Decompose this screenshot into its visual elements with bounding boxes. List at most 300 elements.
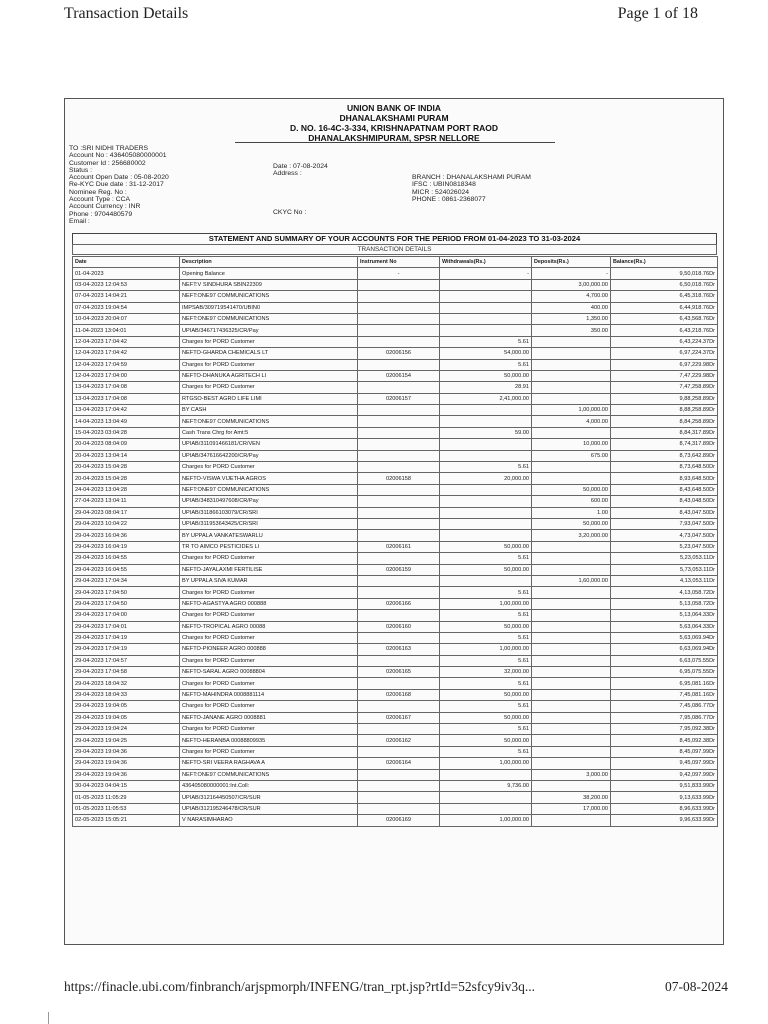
table-row (73, 758, 718, 769)
cell-withdrawal: - (440, 268, 532, 279)
cell-withdrawal: 59.00 (440, 427, 532, 438)
cell-withdrawal: 50,000.00 (440, 712, 532, 723)
customer-id: Customer Id : 256680002 (69, 159, 146, 167)
cell-date: 20-04-2023 13:04:14 (73, 450, 180, 461)
cell-withdrawal (440, 279, 532, 290)
table-row (73, 496, 718, 507)
cell-withdrawal (440, 291, 532, 302)
cell-withdrawal: 5.61 (440, 701, 532, 712)
cell-balance: 6,43,568.76Dr (611, 313, 718, 324)
cell-instrument (358, 746, 440, 757)
cell-deposit: 10,000.00 (532, 439, 611, 450)
cell-withdrawal: 5.61 (440, 359, 532, 370)
cell-date: 29-04-2023 08:04:17 (73, 507, 180, 518)
scan-artifact (48, 1012, 49, 1024)
cell-instrument (358, 416, 440, 427)
table-row (73, 416, 718, 427)
cell-description: NEFT:ONE97 COMMUNICATIONS (180, 291, 358, 302)
cell-description: BY CASH (180, 405, 358, 416)
footer-date: 07-08-2024 (665, 979, 728, 994)
cell-balance: 6,44,918.76Dr (611, 302, 718, 313)
cell-description: TR TO AIMCO PESTICIDES LI (180, 541, 358, 552)
cell-date: 02-05-2023 15:05:21 (73, 815, 180, 826)
table-row (73, 541, 718, 552)
footer-url: https://finacle.ubi.com/finbranch/arjspmorph/INFENG/tran_rpt.jsp?rtId=52sfcy9iv3q... (64, 979, 536, 994)
cell-deposit (532, 632, 611, 643)
cell-description: IMPSAB/309719541470/UBIN0 (180, 302, 358, 313)
table-row (73, 769, 718, 780)
cell-instrument (358, 530, 440, 541)
cell-date: 29-04-2023 17:04:57 (73, 655, 180, 666)
cell-deposit (532, 780, 611, 791)
cell-description: NEFTO-JAYALAXMI FERTILISE (180, 564, 358, 575)
table-row (73, 359, 718, 370)
cell-balance: 5,23,047.50Dr (611, 541, 718, 552)
cell-instrument: 02006158 (358, 473, 440, 484)
cell-description: UPIAB/347616642200/CR/Pay (180, 450, 358, 461)
cell-balance: 7,47,229.98Dr (611, 370, 718, 381)
cell-balance: 9,13,633.99Dr (611, 792, 718, 803)
column-header-deposits: Deposits(Rs.) (532, 257, 611, 268)
cell-instrument (358, 325, 440, 336)
cell-withdrawal: 5.61 (440, 632, 532, 643)
cell-deposit: - (532, 268, 611, 279)
cell-deposit (532, 370, 611, 381)
cell-instrument: 02006156 (358, 348, 440, 359)
cell-instrument (358, 336, 440, 347)
cell-deposit (532, 610, 611, 621)
cell-balance: 4,73,047.50Dr (611, 530, 718, 541)
account-to: TO :SRI NIDHI TRADERS (69, 145, 149, 152)
cell-withdrawal: 5.61 (440, 724, 532, 735)
cell-description: UPIAB/348310497608/CR/Pay (180, 496, 358, 507)
cell-withdrawal: 1,00,000.00 (440, 815, 532, 826)
branch-details (412, 174, 531, 203)
table-row (73, 689, 718, 700)
table-row (73, 746, 718, 757)
cell-description: NEFT:ONE97 COMMUNICATIONS (180, 484, 358, 495)
branch-name: BRANCH : DHANALAKSHAMI PURAM (412, 174, 531, 181)
cell-balance: 6,95,075.55Dr (611, 667, 718, 678)
cell-deposit (532, 427, 611, 438)
cell-balance: 9,42,097.99Dr (611, 769, 718, 780)
cell-date: 15-04-2023 03:04:28 (73, 427, 180, 438)
nominee-reg-no: Nominee Reg. No : (69, 188, 127, 196)
cell-date: 20-04-2023 08:04:09 (73, 439, 180, 450)
cell-deposit: 400.00 (532, 302, 611, 313)
cell-instrument: 02006154 (358, 370, 440, 381)
table-row (73, 507, 718, 518)
cell-deposit (532, 553, 611, 564)
cell-description: Charges for PORD Customer (180, 587, 358, 598)
column-header-date: Date (73, 257, 180, 268)
cell-deposit: 1,00,000.00 (532, 405, 611, 416)
branch-ifsc: IFSC : UBIN0818348 (412, 181, 476, 189)
cell-description: NEFTO-PIONEER AGRO 000888 (180, 644, 358, 655)
table-row (73, 632, 718, 643)
cell-instrument: - (358, 268, 440, 279)
cell-instrument: 02006165 (358, 667, 440, 678)
cell-withdrawal (440, 313, 532, 324)
account-currency: Account Currency : INR (69, 203, 141, 211)
table-row (73, 348, 718, 359)
cell-instrument (358, 575, 440, 586)
cell-description: UPIAB/311091466181/CR/VEN (180, 439, 358, 450)
cell-withdrawal (440, 416, 532, 427)
cell-instrument (358, 382, 440, 393)
cell-balance: 9,96,633.99Dr (611, 815, 718, 826)
table-row (73, 575, 718, 586)
cell-description: Charges for PORD Customer (180, 655, 358, 666)
cell-withdrawal (440, 769, 532, 780)
cell-instrument (358, 518, 440, 529)
cell-withdrawal: 9,736.00 (440, 780, 532, 791)
cell-withdrawal (440, 530, 532, 541)
cell-instrument (358, 792, 440, 803)
table-row (73, 325, 718, 336)
table-row (73, 564, 718, 575)
cell-date: 29-04-2023 18:04:33 (73, 689, 180, 700)
cell-withdrawal (440, 803, 532, 814)
table-row (73, 678, 718, 689)
table-row (73, 427, 718, 438)
cell-withdrawal: 50,000.00 (440, 564, 532, 575)
cell-deposit: 17,000.00 (532, 803, 611, 814)
cell-date: 29-04-2023 16:04:55 (73, 553, 180, 564)
bank-header (65, 103, 723, 143)
cell-deposit (532, 382, 611, 393)
cell-instrument (358, 553, 440, 564)
cell-withdrawal: 5.61 (440, 462, 532, 473)
cell-balance: 8,43,048.50Dr (611, 496, 718, 507)
cell-deposit (532, 644, 611, 655)
cell-date: 29-04-2023 17:04:34 (73, 575, 180, 586)
table-header-row (73, 257, 718, 268)
table-row (73, 393, 718, 404)
cell-deposit (532, 701, 611, 712)
branch-phone: PHONE : 0861-2368077 (412, 195, 486, 203)
cell-instrument: 02006162 (358, 735, 440, 746)
cell-withdrawal: 28.91 (440, 382, 532, 393)
cell-deposit (532, 348, 611, 359)
cell-description: NEFTO-GHARDA CHEMICALS LT (180, 348, 358, 359)
cell-balance: 9,51,833.99Dr (611, 780, 718, 791)
cell-instrument (358, 655, 440, 666)
bank-name: UNION BANK OF INDIA (347, 103, 441, 113)
column-header-description: Description (180, 257, 358, 268)
table-row (73, 610, 718, 621)
cell-withdrawal: 2,41,000.00 (440, 393, 532, 404)
cell-description: UPIAB/346717436325/CR/Pay (180, 325, 358, 336)
cell-balance: 8,88,258.89Dr (611, 405, 718, 416)
cell-deposit: 4,000.00 (532, 416, 611, 427)
cell-description: NEFTO-DHANUKA AGRITECH LI (180, 370, 358, 381)
cell-date: 13-04-2023 17:04:08 (73, 393, 180, 404)
statement-title: STATEMENT AND SUMMARY OF YOUR ACCOUNTS FOR THE PERIOD FROM 01-04-2023 TO 31-03-2024 (72, 233, 717, 245)
cell-instrument: 02006168 (358, 689, 440, 700)
cell-deposit: 1,60,000.00 (532, 575, 611, 586)
cell-withdrawal: 5.61 (440, 610, 532, 621)
cell-instrument (358, 496, 440, 507)
cell-withdrawal: 5.61 (440, 553, 532, 564)
cell-balance: 9,88,258.89Dr (611, 393, 718, 404)
print-title: Transaction Details (64, 5, 189, 22)
cell-balance: 4,13,058.72Dr (611, 587, 718, 598)
cell-withdrawal (440, 484, 532, 495)
cell-date: 29-04-2023 17:04:01 (73, 621, 180, 632)
cell-date: 29-04-2023 19:04:25 (73, 735, 180, 746)
table-row (73, 370, 718, 381)
cell-balance: 6,63,075.55Dr (611, 655, 718, 666)
cell-withdrawal: 50,000.00 (440, 541, 532, 552)
table-row (73, 291, 718, 302)
cell-description: UPIAB/311953643425/CR/SRI (180, 518, 358, 529)
cell-description: Charges for PORD Customer (180, 610, 358, 621)
cell-date: 11-04-2023 13:04:01 (73, 325, 180, 336)
table-row (73, 268, 718, 279)
table-row (73, 587, 718, 598)
cell-instrument (358, 359, 440, 370)
cell-description: Cash Trans Chrg for Amt:5 (180, 427, 358, 438)
cell-deposit: 675.00 (532, 450, 611, 461)
cell-deposit (532, 393, 611, 404)
cell-description: Charges for PORD Customer (180, 678, 358, 689)
cell-date: 27-04-2023 13:04:11 (73, 496, 180, 507)
cell-balance: 9,45,097.99Dr (611, 758, 718, 769)
table-row (73, 530, 718, 541)
cell-date: 07-04-2023 19:04:54 (73, 302, 180, 313)
cell-description: NEFTO-TROPICAL AGRO 00088 (180, 621, 358, 632)
account-details (69, 145, 169, 225)
table-row (73, 302, 718, 313)
cell-deposit: 38,200.00 (532, 792, 611, 803)
cell-description: NEFTO-HERANBA 00088809935 (180, 735, 358, 746)
cell-deposit (532, 564, 611, 575)
cell-instrument (358, 450, 440, 461)
cell-deposit (532, 815, 611, 826)
cell-date: 20-04-2023 15:04:28 (73, 473, 180, 484)
cell-deposit: 1.00 (532, 507, 611, 518)
cell-date: 01-05-2023 11:05:53 (73, 803, 180, 814)
cell-deposit: 50,000.00 (532, 484, 611, 495)
cell-balance: 7,93,047.50Dr (611, 518, 718, 529)
cell-date: 30-04-2023 04:04:15 (73, 780, 180, 791)
cell-date: 13-04-2023 17:04:08 (73, 382, 180, 393)
cell-balance: 6,43,224.37Dr (611, 336, 718, 347)
cell-withdrawal (440, 325, 532, 336)
cell-withdrawal (440, 405, 532, 416)
cell-balance: 5,63,069.94Dr (611, 632, 718, 643)
cell-deposit: 4,700.00 (532, 291, 611, 302)
table-row (73, 439, 718, 450)
cell-balance: 8,45,092.38Dr (611, 735, 718, 746)
cell-balance: 8,96,633.99Dr (611, 803, 718, 814)
cell-deposit (532, 667, 611, 678)
cell-balance: 7,45,086.77Dr (611, 701, 718, 712)
cell-withdrawal: 5.61 (440, 678, 532, 689)
cell-date: 29-04-2023 19:04:36 (73, 746, 180, 757)
column-header-balance: Balance(Rs.) (611, 257, 718, 268)
cell-withdrawal: 1,00,000.00 (440, 598, 532, 609)
cell-balance: 8,74,317.89Dr (611, 439, 718, 450)
cell-withdrawal: 50,000.00 (440, 689, 532, 700)
table-row (73, 518, 718, 529)
cell-instrument (358, 462, 440, 473)
cell-balance: 5,13,058.72Dr (611, 598, 718, 609)
cell-deposit: 50,000.00 (532, 518, 611, 529)
section-label: TRANSACTION DETAILS (72, 244, 717, 255)
cell-deposit: 350.00 (532, 325, 611, 336)
cell-description: NEFTO-SRI VEERA RAGHAVA A (180, 758, 358, 769)
cell-description: NEFTO-MAHINDRA 0008881114 (180, 689, 358, 700)
cell-date: 29-04-2023 19:04:24 (73, 724, 180, 735)
cell-instrument (358, 780, 440, 791)
cell-balance: 6,50,018.76Dr (611, 279, 718, 290)
cell-balance: 5,73,053.11Dr (611, 564, 718, 575)
cell-deposit (532, 689, 611, 700)
cell-description: UPIAB/312164450507/CR/SUR (180, 792, 358, 803)
cell-description: NEFTO-VISWA VIJETHA AGROS (180, 473, 358, 484)
cell-balance: 6,97,229.98Dr (611, 359, 718, 370)
cell-deposit: 3,000.00 (532, 769, 611, 780)
cell-description: NEFT:ONE97 COMMUNICATIONS (180, 313, 358, 324)
cell-date: 01-04-2023 (73, 268, 180, 279)
cell-description: Charges for PORD Customer (180, 462, 358, 473)
cell-balance: 5,13,064.33Dr (611, 610, 718, 621)
cell-date: 12-04-2023 17:04:42 (73, 348, 180, 359)
cell-instrument (358, 701, 440, 712)
bank-address-line1: D. NO. 16-4C-3-334, KRISHNAPATNAM PORT RAOD (290, 123, 498, 133)
cell-date: 29-04-2023 17:04:50 (73, 598, 180, 609)
transactions-table (72, 256, 718, 827)
cell-balance: 6,97,224.37Dr (611, 348, 718, 359)
table-row (73, 450, 718, 461)
cell-withdrawal: 1,00,000.00 (440, 644, 532, 655)
table-row (73, 553, 718, 564)
ckyc-number: CKYC No : (273, 209, 307, 216)
cell-instrument (358, 302, 440, 313)
cell-description: NEFT:V SINDHURA SBIN22309 (180, 279, 358, 290)
table-row (73, 473, 718, 484)
cell-balance: 8,84,258.89Dr (611, 416, 718, 427)
table-row (73, 598, 718, 609)
cell-date: 12-04-2023 17:04:59 (73, 359, 180, 370)
cell-instrument (358, 507, 440, 518)
cell-withdrawal (440, 575, 532, 586)
table-row (73, 803, 718, 814)
cell-date: 29-04-2023 18:04:32 (73, 678, 180, 689)
cell-instrument (358, 724, 440, 735)
cell-description: NEFTO-AGASTYA AGRO 000888 (180, 598, 358, 609)
statement-date: Date : 07-08-2024 (273, 163, 328, 170)
cell-description: Charges for PORD Customer (180, 701, 358, 712)
cell-withdrawal (440, 507, 532, 518)
cell-instrument (358, 610, 440, 621)
cell-withdrawal: 1,00,000.00 (440, 758, 532, 769)
cell-date: 12-04-2023 17:04:00 (73, 370, 180, 381)
table-row (73, 336, 718, 347)
cell-deposit (532, 655, 611, 666)
cell-balance: 7,45,081.16Dr (611, 689, 718, 700)
cell-balance: 8,45,097.99Dr (611, 746, 718, 757)
cell-balance: 7,47,258.89Dr (611, 382, 718, 393)
table-row (73, 382, 718, 393)
cell-date: 29-04-2023 19:04:36 (73, 758, 180, 769)
cell-instrument (358, 678, 440, 689)
cell-instrument: 02006157 (358, 393, 440, 404)
cell-description: RTGSO-BEST AGRO LIFE LIMI (180, 393, 358, 404)
table-row (73, 667, 718, 678)
cell-balance: 8,93,648.50Dr (611, 473, 718, 484)
address-label: Address : (273, 170, 302, 178)
table-row (73, 313, 718, 324)
cell-description: Charges for PORD Customer (180, 359, 358, 370)
cell-date: 24-04-2023 13:04:28 (73, 484, 180, 495)
table-row (73, 484, 718, 495)
cell-date: 29-04-2023 17:04:50 (73, 587, 180, 598)
cell-deposit (532, 336, 611, 347)
cell-balance: 4,13,053.11Dr (611, 575, 718, 586)
table-row (73, 279, 718, 290)
cell-date: 29-04-2023 19:04:05 (73, 712, 180, 723)
table-row (73, 405, 718, 416)
cell-description: NEFT:ONE97 COMMUNICATIONS (180, 769, 358, 780)
cell-deposit (532, 598, 611, 609)
cell-instrument: 02006159 (358, 564, 440, 575)
cell-instrument: 02006164 (358, 758, 440, 769)
cell-withdrawal: 20,000.00 (440, 473, 532, 484)
account-phone: Phone : 9704480579 (69, 210, 133, 218)
page-number: Page 1 of 18 (617, 5, 698, 22)
cell-description: NEFTO-SARAL AGRO 00088804 (180, 667, 358, 678)
cell-withdrawal (440, 302, 532, 313)
cell-date: 29-04-2023 16:04:55 (73, 564, 180, 575)
cell-date: 29-04-2023 10:04:22 (73, 518, 180, 529)
cell-date: 03-04-2023 12:04:53 (73, 279, 180, 290)
cell-withdrawal: 5.61 (440, 587, 532, 598)
cell-deposit (532, 735, 611, 746)
cell-deposit (532, 712, 611, 723)
cell-deposit (532, 541, 611, 552)
cell-withdrawal: 50,000.00 (440, 370, 532, 381)
cell-description: UPIAB/312195246478/CR/SUR (180, 803, 358, 814)
cell-description: Opening Balance (180, 268, 358, 279)
cell-description: Charges for PORD Customer (180, 746, 358, 757)
cell-date: 07-04-2023 14:04:21 (73, 291, 180, 302)
cell-deposit (532, 758, 611, 769)
cell-deposit (532, 678, 611, 689)
cell-balance: 8,73,648.50Dr (611, 462, 718, 473)
account-email: Email : (69, 217, 90, 225)
table-row (73, 792, 718, 803)
cell-withdrawal (440, 518, 532, 529)
cell-deposit: 1,350.00 (532, 313, 611, 324)
cell-description: Charges for PORD Customer (180, 336, 358, 347)
cell-description: 436405080000001:Int.Coll: (180, 780, 358, 791)
cell-instrument: 02006166 (358, 598, 440, 609)
cell-description: Charges for PORD Customer (180, 724, 358, 735)
cell-withdrawal (440, 450, 532, 461)
cell-date: 13-04-2023 17:04:42 (73, 405, 180, 416)
cell-balance: 8,73,642.89Dr (611, 450, 718, 461)
cell-balance: 7,95,086.77Dr (611, 712, 718, 723)
cell-instrument (358, 632, 440, 643)
cell-date: 20-04-2023 15:04:28 (73, 462, 180, 473)
cell-withdrawal: 54,000.00 (440, 348, 532, 359)
cell-balance: 5,23,053.11Dr (611, 553, 718, 564)
cell-withdrawal: 5.61 (440, 336, 532, 347)
cell-deposit: 3,00,000.00 (532, 279, 611, 290)
